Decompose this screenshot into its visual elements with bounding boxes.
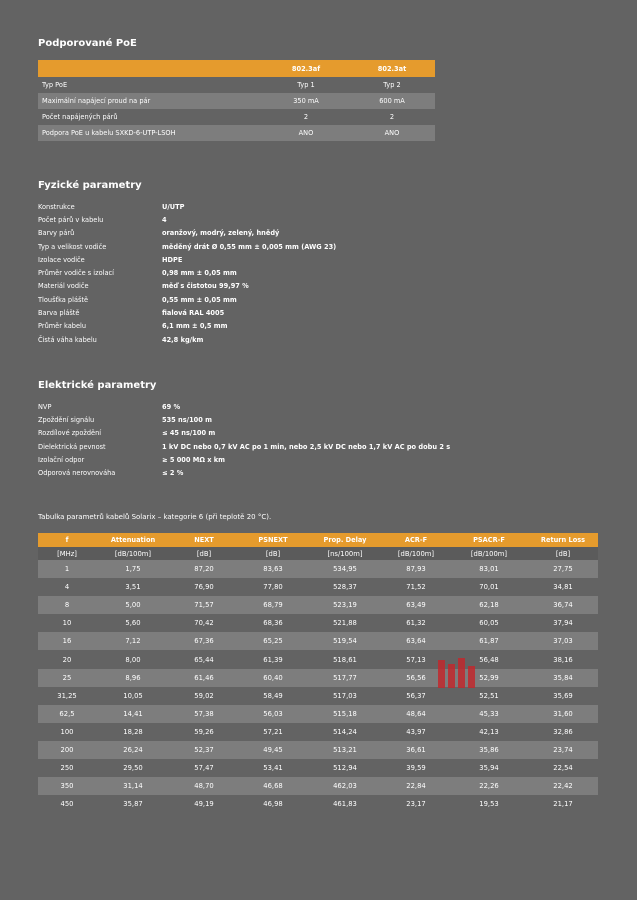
table-cell: 49,45 [263,745,283,754]
table-cell: 70,42 [194,619,214,628]
spec-key: Čistá váha kabelu [38,335,97,344]
spec-key: Odporová nerovnováha [38,469,116,478]
table-cell: 200 [60,745,74,754]
spec-row [38,440,450,453]
table-cell: 42,13 [479,727,499,736]
poe-header-cell: 802.3at [377,64,407,73]
table-cell: 60,40 [263,673,283,682]
unit-cell: [dB/100m] [470,549,508,558]
table-cell: 10,05 [123,691,143,700]
spec-row [38,213,336,226]
electrical-section-title: Elektrické parametry [38,380,157,391]
unit-cell: [dB] [265,549,281,558]
table-row [38,669,598,687]
table-cell: 52,37 [194,745,214,754]
poe-cell: 2 [389,113,395,121]
header-cell: Prop. Delay [323,536,367,544]
table-cell: 43,97 [406,727,426,736]
table-cell: 517,77 [333,673,357,682]
spec-value: 0,55 mm ± 0,05 mm [162,295,237,304]
table-cell: 61,46 [194,673,214,682]
spec-row [38,413,450,426]
spec-row [38,227,336,240]
table-cell: 513,21 [333,745,357,754]
poe-table-row [38,77,435,93]
spec-key: Izolační odpor [38,455,85,464]
spec-row [38,200,336,213]
spec-row [38,400,450,413]
spec-key: Rozdílové zpoždění [38,429,102,438]
table-row [38,578,598,596]
spec-key: Konstrukce [38,202,75,211]
table-cell: 38,16 [553,655,573,664]
table-row [38,614,598,632]
table-cell: 26,24 [123,745,143,754]
table-row [38,795,598,813]
spec-key: Počet párů v kabelu [38,215,104,224]
table-cell: 49,19 [194,800,214,809]
table-cell: 1 [64,565,70,574]
header-cell: Attenuation [110,536,156,544]
spec-value: ≥ 5 000 MΩ x km [162,455,226,464]
table-cell: 57,21 [263,727,283,736]
table-cell: 461,83 [333,800,357,809]
table-cell: 5,60 [125,619,141,628]
spec-value: 4 [162,215,167,224]
poe-cell: 600 mA [379,97,405,105]
table-cell: 65,25 [263,637,283,646]
table-cell: 8,96 [125,673,141,682]
table-cell: 63,64 [406,637,426,646]
table-cell: 61,39 [263,655,283,664]
spec-value: měď s čistotou 99,97 % [162,282,249,291]
table-cell: 21,17 [553,800,573,809]
table-cell: 517,03 [333,691,357,700]
table-cell: 31,14 [123,782,143,791]
spec-key: Materiál vodiče [38,282,89,291]
table-cell: 523,19 [333,601,357,610]
table-cell: 37,94 [553,619,573,628]
table-cell: 71,57 [194,601,214,610]
spec-value: 69 % [162,402,181,411]
table-cell: 22,84 [406,782,426,791]
spec-row [38,240,336,253]
spec-row [38,266,336,279]
poe-table-row [38,125,435,141]
unit-cell: [ns/100m] [327,549,363,558]
table-cell: 23,74 [553,745,573,754]
spec-row [38,306,336,319]
spec-key: Dielektrická pevnost [38,442,106,451]
table-cell: 27,75 [553,565,573,574]
table-cell: 35,84 [553,673,573,682]
table-cell: 35,86 [479,745,499,754]
unit-cell: [dB/100m] [397,549,435,558]
unit-cell: [dB/100m] [114,549,152,558]
table-cell: 3,51 [125,583,141,592]
spec-row [38,253,336,266]
table-cell: 450 [60,800,74,809]
table-cell: 20 [62,655,72,664]
spec-value: 42,8 kg/km [162,335,204,344]
table-cell: 519,54 [333,637,357,646]
spec-value: 0,98 mm ± 0,05 mm [162,269,237,278]
table-cell: 36,74 [553,601,573,610]
table-units-row [38,547,598,560]
spec-value: 535 ns/100 m [162,415,213,424]
table-cell: 48,64 [406,709,426,718]
spec-value: fialová RAL 4005 [162,309,225,318]
table-row [38,560,598,578]
table-cell: 23,17 [406,800,426,809]
spec-key: NVP [38,402,52,411]
table-row [38,741,598,759]
electrical-spec-list [38,400,450,480]
poe-header-cell: 802.3af [291,64,321,73]
table-cell: 52,51 [479,691,499,700]
table-row [38,632,598,650]
table-cell: 56,56 [406,673,426,682]
spec-key: Tloušťka pláště [38,295,89,304]
table-cell: 71,52 [406,583,426,592]
table-row [38,777,598,795]
table-row [38,650,598,668]
table-row [38,705,598,723]
spec-value: ≤ 45 ns/100 m [162,429,216,438]
table-cell: 462,03 [333,782,357,791]
header-cell: ACR-F [404,536,428,544]
table-cell: 35,69 [553,691,573,700]
poe-cell: Podpora PoE u kabelu SXKD-6-UTP-LSOH [42,129,176,137]
table-row [38,596,598,614]
table-cell: 22,42 [553,782,573,791]
table-cell: 36,61 [406,745,426,754]
table-cell: 32,86 [553,727,573,736]
table-cell: 60,05 [479,619,499,628]
header-cell: PSACR-F [473,536,505,544]
table-cell: 56,48 [479,655,499,664]
table-cell: 59,02 [194,691,214,700]
table-cell: 70,01 [479,583,499,592]
spec-value: HDPE [162,255,183,264]
poe-cell: Počet napájených párů [42,113,118,121]
table-cell: 62,5 [59,709,75,718]
table-cell: 87,93 [406,565,426,574]
header-cell: Return Loss [540,536,586,544]
table-header-row [38,533,598,547]
table-cell: 512,94 [333,764,357,773]
physical-spec-list [38,200,336,346]
spec-key: Zpoždění signálu [38,415,95,424]
poe-table-row [38,93,435,109]
table-cell: 8,00 [125,655,141,664]
table-cell: 250 [60,764,74,773]
spec-row [38,333,336,346]
table-cell: 18,28 [123,727,143,736]
table-cell: 515,18 [333,709,357,718]
table-cell: 31,60 [553,709,573,718]
table-cell: 61,32 [406,619,426,628]
table-cell: 52,99 [479,673,499,682]
header-cell: PSNEXT [258,536,288,544]
table-cell: 1,75 [125,565,141,574]
spec-key: Barva pláště [38,309,80,318]
table-cell: 67,36 [194,637,214,646]
table-cell: 46,98 [263,800,283,809]
table-cell: 56,03 [263,709,283,718]
table-cell: 45,33 [479,709,499,718]
spec-key: Průměr vodiče s izolací [38,269,114,278]
table-cell: 48,70 [194,782,214,791]
table-cell: 25 [62,673,72,682]
table-cell: 53,41 [263,764,283,773]
spec-row [38,293,336,306]
poe-table-row [38,109,435,125]
table-row [38,723,598,741]
table-cell: 37,03 [553,637,573,646]
table-cell: 34,81 [553,583,573,592]
spec-value: 1 kV DC nebo 0,7 kV AC po 1 min, nebo 2,5 kV DC nebo 1,7 kV AC po dobu 2 s [162,442,451,451]
spec-key: Průměr kabelu [38,322,87,331]
table-cell: 100 [60,727,74,736]
table-cell: 14,41 [123,709,143,718]
spec-row [38,466,450,479]
poe-cell: Typ PoE [42,81,68,89]
spec-row [38,320,336,333]
table-cell: 46,68 [263,782,283,791]
spec-row [38,427,450,440]
spec-row [38,453,450,466]
poe-table [38,60,435,141]
table-cell: 521,88 [333,619,357,628]
unit-cell: [MHz] [57,549,77,558]
poe-cell: ANO [298,129,314,137]
spec-value: měděný drát Ø 0,55 mm ± 0,005 mm (AWG 23) [162,242,337,251]
table-cell: 57,47 [194,764,214,773]
table-cell: 8 [64,601,70,610]
spec-row [38,280,336,293]
table-cell: 350 [60,782,74,791]
spec-value: 6,1 mm ± 0,5 mm [162,322,228,331]
table-cell: 29,50 [123,764,143,773]
table-cell: 56,37 [406,691,426,700]
parameters-table [38,533,598,813]
spec-key: Typ a velikost vodiče [38,242,107,251]
table-cell: 518,61 [333,655,357,664]
table-cell: 7,12 [125,637,141,646]
table-cell: 31,25 [57,691,77,700]
poe-cell: 2 [303,113,309,121]
unit-cell: [dB] [555,549,571,558]
table-cell: 77,80 [263,583,283,592]
table-row [38,759,598,777]
poe-cell: 350 mA [293,97,319,105]
header-cell: NEXT [194,536,214,544]
table-cell: 514,24 [333,727,357,736]
spec-key: Izolace vodiče [38,255,85,264]
table-caption: Tabulka parametrů kabelů Solarix – kategorie 6 (při teplotě 20 °C). [38,513,272,521]
table-cell: 57,13 [406,655,426,664]
table-cell: 61,87 [479,637,499,646]
table-cell: 22,26 [479,782,499,791]
table-cell: 19,53 [479,800,499,809]
poe-cell: ANO [384,129,400,137]
table-cell: 68,79 [263,601,283,610]
table-cell: 10 [62,619,72,628]
table-cell: 39,59 [406,764,426,773]
spec-value: oranžový, modrý, zelený, hnědý [162,229,280,238]
table-cell: 22,54 [553,764,573,773]
poe-section-title: Podporované PoE [38,38,137,49]
unit-cell: [dB] [196,549,212,558]
table-cell: 63,49 [406,601,426,610]
table-cell: 59,26 [194,727,214,736]
table-cell: 4 [64,583,70,592]
poe-cell: Maximální napájecí proud na pár [42,97,151,105]
table-cell: 35,94 [479,764,499,773]
table-cell: 534,95 [333,565,357,574]
spec-value: ≤ 2 % [162,469,184,478]
table-cell: 87,20 [194,565,214,574]
table-cell: 57,38 [194,709,214,718]
table-cell: 83,01 [479,565,499,574]
poe-table-header [38,60,435,77]
spec-key: Barvy párů [38,229,75,238]
table-body [38,560,598,813]
table-cell: 62,18 [479,601,499,610]
table-cell: 16 [62,637,72,646]
header-cell: f [65,536,69,544]
table-cell: 68,36 [263,619,283,628]
table-cell: 528,37 [333,583,357,592]
table-cell: 65,44 [194,655,214,664]
table-cell: 58,49 [263,691,283,700]
table-cell: 83,63 [263,565,283,574]
poe-cell: Typ 1 [297,81,315,89]
spec-value: U/UTP [162,202,185,211]
physical-section-title: Fyzické parametry [38,180,142,191]
table-row [38,687,598,705]
table-cell: 76,90 [194,583,214,592]
poe-cell: Typ 2 [383,81,401,89]
table-cell: 35,87 [123,800,143,809]
table-cell: 5,00 [125,601,141,610]
